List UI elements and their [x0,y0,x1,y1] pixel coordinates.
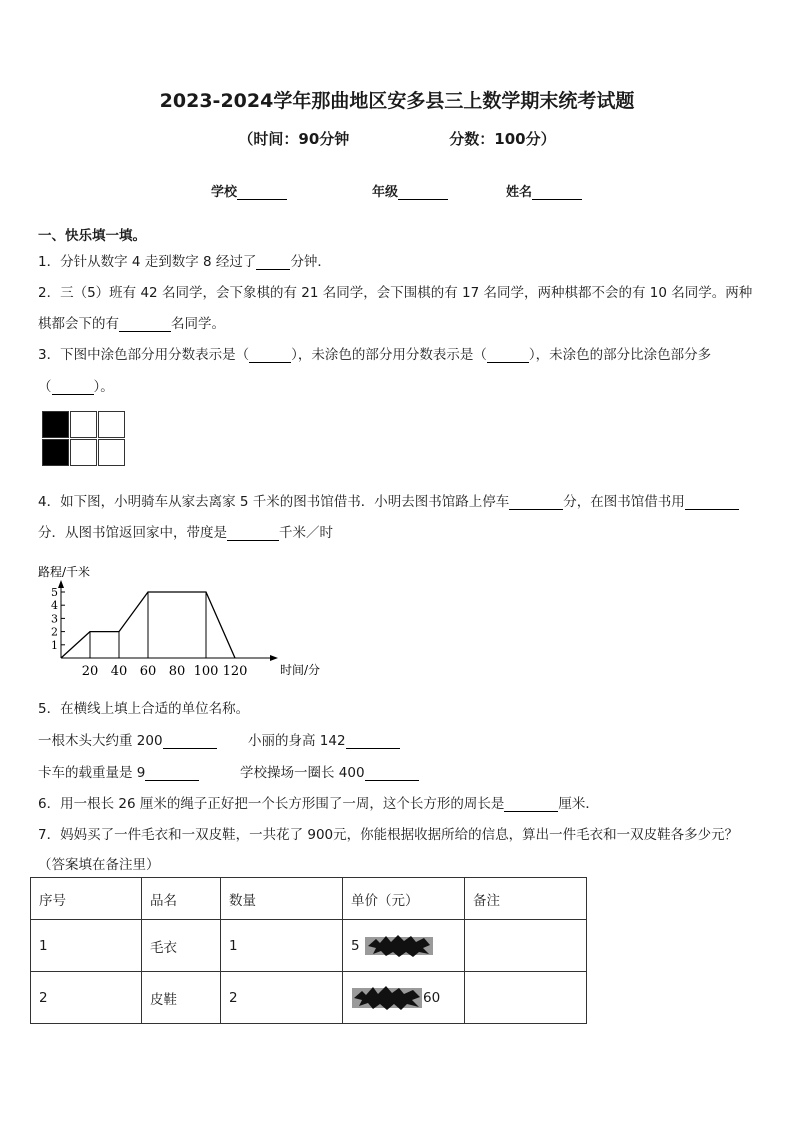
table-header-cell: 备注 [465,878,587,920]
name-blank[interactable] [532,185,582,200]
unit-price-cell [343,972,465,1024]
distance-time-chart [30,560,330,685]
q1-blank[interactable] [256,255,290,270]
grid-cell [98,411,125,438]
table-row [31,920,587,972]
grade-blank[interactable] [398,185,448,200]
exam-subtitle [0,128,794,149]
question-6: 6．用一根长 26 厘米的绳子正好把一个长方形围了一周，这个长方形的周长是 厘米． [38,796,599,812]
x-tick-label: 20 [81,664,99,679]
q5-blank-2[interactable] [346,734,400,749]
question-2-line2: 棋都会下的有 名同学。 [38,316,225,332]
q5-blank-3[interactable] [145,766,199,781]
q6-blank[interactable] [504,797,558,812]
note-cell[interactable] [465,920,587,972]
time-limit: （时间：90分钟 [238,130,350,148]
q2-blank[interactable] [119,317,171,332]
section-heading: 一、快乐填一填。 [38,228,146,244]
q3-blank-3[interactable] [52,380,94,395]
q4-blank-3[interactable] [227,526,279,541]
question-5-heading: 5．在横线上填上合适的单位名称。 [38,701,250,717]
item-quantity: 1 [221,920,343,972]
name-field: 姓名 [506,181,582,200]
question-1: 1．分针从数字 4 走到数字 8 经过了 分钟． [38,254,331,270]
question-5-item-3: 卡车的载重量是 9 [38,761,199,781]
question-3-line1: 3．下图中涂色部分用分数表示是（ ），未涂色的部分用分数表示是（ ），未涂色的部分比涂色部分多 [38,347,712,363]
item-name: 皮鞋 [142,972,221,1024]
ink-blot-icon [364,934,434,958]
full-score: 分数：100分） [449,130,556,148]
table-header-cell: 数量 [221,878,343,920]
question-2-line1: 2．三（5）班有 42 名同学，会下象棋的有 21 名同学，会下围棋的有 17 名同学，两种棋都不会的有 10 名同学。两种 [38,285,753,301]
q4-blank-2[interactable] [685,495,739,510]
q3-blank-2[interactable] [487,348,529,363]
y-axis-label: 路程/千米 [38,565,91,579]
grid-cell-shaded [42,439,69,466]
fraction-grid [42,411,125,467]
question-3-line2: （ ）。 [38,379,114,395]
grid-cell [70,411,97,438]
price-visible: 60 [423,989,441,1006]
page-title: 2023-2024学年那曲地区安多县三上数学期末统考试题 [159,90,635,112]
question-7-line2: （答案填在备注里） [38,857,160,873]
q5-blank-1[interactable] [163,734,217,749]
question-7-line1: 7．妈妈买了一件毛衣和一双皮鞋，一共花了 900元，你能根据收据所给的信息，算出一件毛衣和一双皮鞋各多少元？ [38,827,739,843]
question-5-item-1: 一根木头大约重 200 [38,729,217,749]
q3-blank-1[interactable] [249,348,291,363]
y-axis-arrow [58,580,64,588]
grade-field: 年级 [372,181,448,200]
receipt-table [30,877,587,1024]
x-tick-label: 100 [193,664,219,679]
ink-blot-icon [351,985,423,1011]
table-header-cell: 品名 [142,878,221,920]
x-tick-label: 80 [168,664,186,679]
item-quantity: 2 [221,972,343,1024]
grid-cell [98,439,125,466]
table-row [31,972,587,1024]
table-header-cell: 序号 [31,878,142,920]
row-number: 2 [31,972,142,1024]
question-4-line2: 分．从图书馆返回家中，带度是 千米／时 [38,525,333,541]
x-tick-label: 120 [222,664,248,679]
note-cell[interactable] [465,972,587,1024]
x-tick-label: 40 [110,664,128,679]
question-5-item-2: 小丽的身高 142 [248,729,400,749]
question-5-item-4: 学校操场一圈长 400 [240,761,419,781]
item-name: 毛衣 [142,920,221,972]
school-blank[interactable] [237,185,287,200]
y-tick-label: 3 [51,612,58,626]
y-tick-label: 5 [51,586,58,599]
x-axis-arrow [270,655,278,661]
y-tick-label: 1 [51,638,58,652]
table-header-row [31,878,587,920]
q5-blank-4[interactable] [365,766,419,781]
table-header-cell: 单价（元） [343,878,465,920]
question-4-line1: 4．如下图，小明骑车从家去离家 5 千米的图书馆借书．小明去图书馆路上停车 分，在图书馆借书用 [38,490,739,510]
unit-price-cell [343,920,465,972]
school-field: 学校 [211,181,287,200]
x-axis-label: 时间/分 [280,663,321,677]
grid-cell-shaded [42,411,69,438]
y-tick-label: 2 [51,625,58,639]
y-tick-label: 4 [51,599,58,613]
price-visible: 5 [351,937,360,954]
x-tick-label: 60 [139,664,157,679]
row-number: 1 [31,920,142,972]
q4-blank-1[interactable] [509,495,563,510]
grid-cell [70,439,97,466]
